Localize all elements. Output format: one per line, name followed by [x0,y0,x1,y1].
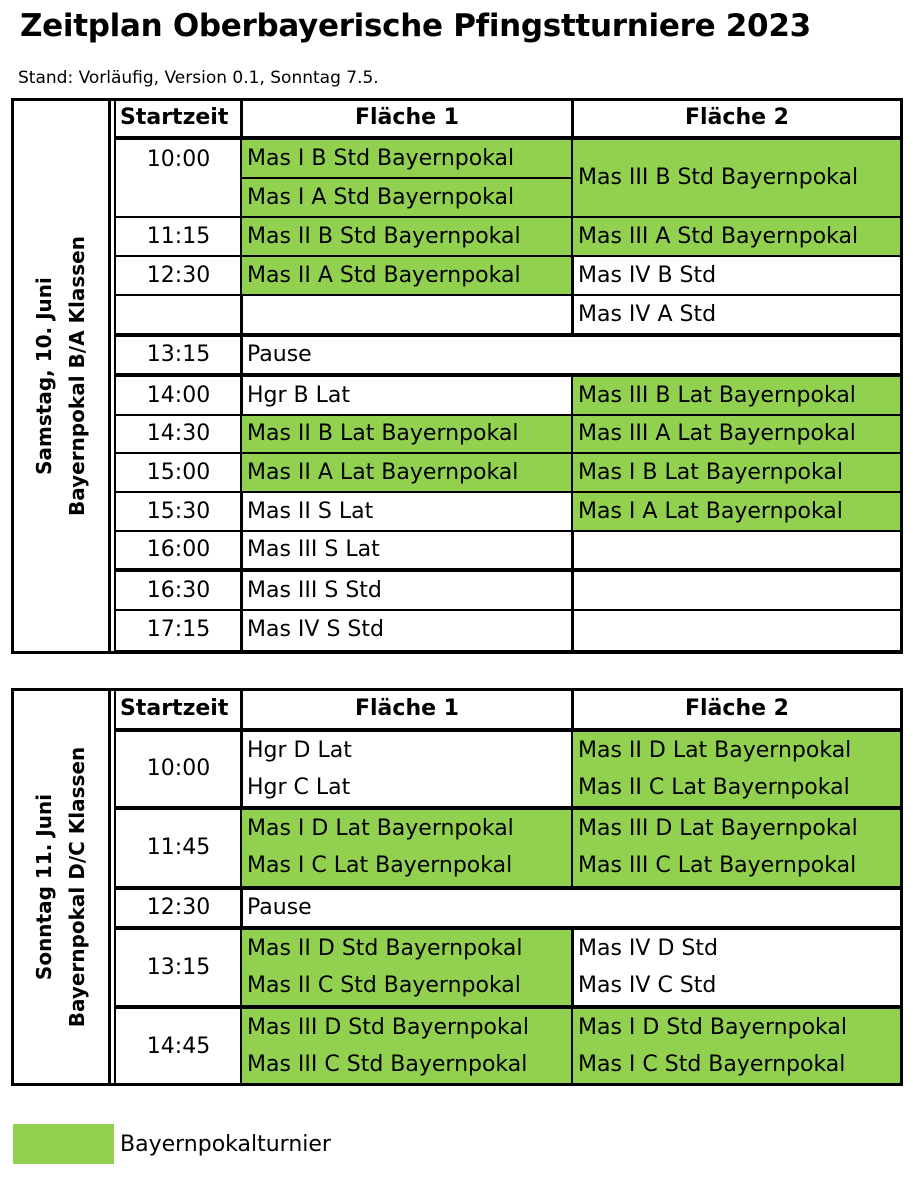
header-flaeche-2: Fläche 2 [571,688,903,730]
day-label-box [11,98,111,654]
pause-cell: Pause [240,888,903,928]
time-cell: 11:15 [114,216,243,257]
event-cell-empty [571,609,903,652]
day-label [28,747,94,1028]
time-cell: 17:15 [114,609,243,652]
version-status: Stand: Vorläufig, Version 0.1, Sonntag 7.5. [18,68,379,88]
event-line: Mas II C Lat Bayernpokal [578,775,850,800]
time-cell: 16:30 [114,570,243,611]
page-title: Zeitplan Oberbayerische Pfingstturniere 2023 [20,8,811,44]
event-cell [240,730,574,808]
event-cell: Mas III B Lat Bayernpokal [571,375,903,416]
event-cell: Mas III S Std [240,570,574,611]
event-cell: Mas II A Std Bayernpokal [240,255,574,296]
event-cell: Mas IV S Std [240,609,574,652]
time-cell: 12:30 [114,888,243,928]
event-cell: Mas III A Lat Bayernpokal [571,414,903,454]
day-label-box [11,688,111,1086]
time-cell: 16:00 [114,530,243,570]
header-flaeche-1: Fläche 1 [240,98,574,138]
event-line: Mas IV C Std [578,973,717,998]
event-cell [571,730,903,808]
event-line: Mas II D Lat Bayernpokal [578,738,852,763]
event-cell: Hgr B Lat [240,375,574,416]
time-cell: 15:30 [114,491,243,532]
time-cell: 12:30 [114,255,243,296]
time-cell: 14:45 [114,1007,243,1086]
event-line: Mas I C Lat Bayernpokal [247,853,513,878]
event-line: Mas II C Std Bayernpokal [247,973,521,998]
event-cell: Mas I A Lat Bayernpokal [571,491,903,532]
event-cell: Mas II B Lat Bayernpokal [240,414,574,454]
event-line: Hgr C Lat [247,775,351,800]
header-startzeit: Startzeit [114,98,243,138]
header-startzeit: Startzeit [114,688,243,730]
event-line: Mas III D Lat Bayernpokal [578,816,858,841]
event-cell: Mas II S Lat [240,491,574,532]
day-label-date: Sonntag 11. Juni [32,793,56,981]
event-line: Mas III C Std Bayernpokal [247,1052,528,1077]
event-line: Mas III C Lat Bayernpokal [578,853,857,878]
event-cell: Mas II B Std Bayernpokal [240,216,574,257]
event-cell: Mas III A Std Bayernpokal [571,216,903,257]
event-line: Mas I C Std Bayernpokal [578,1052,846,1077]
event-cell: Mas IV A Std [571,294,903,335]
event-cell: Mas IV B Std [571,255,903,296]
time-cell: 13:15 [114,928,243,1007]
event-line: Mas I D Lat Bayernpokal [247,816,514,841]
time-cell-empty [114,294,243,335]
time-cell: 11:45 [114,808,243,888]
time-cell: 14:30 [114,414,243,454]
event-line: Mas II D Std Bayernpokal [247,936,523,961]
time-cell: 13:15 [114,335,243,375]
schedule-sunday [11,688,903,1086]
event-cell [571,928,903,1007]
time-cell: 15:00 [114,452,243,493]
day-label-classes: Bayernpokal B/A Klassen [65,236,89,516]
time-cell: 10:00 [114,730,243,808]
event-cell [240,808,574,888]
event-cell-empty [571,570,903,611]
legend-label: Bayernpokalturnier [120,1132,331,1157]
event-cell: Mas I B Lat Bayernpokal [571,452,903,493]
header-flaeche-1: Fläche 1 [240,688,574,730]
event-cell: Mas I B Std Bayernpokal [240,138,574,179]
day-label-date: Samstag, 10. Juni [32,277,56,475]
event-cell [240,928,574,1007]
event-cell-empty [571,530,903,570]
event-line: Hgr D Lat [247,738,352,763]
day-label-classes: Bayernpokal D/C Klassen [65,746,89,1028]
time-cell: 10:00 [114,138,243,218]
time-cell: 14:00 [114,375,243,416]
event-cell: Mas I A Std Bayernpokal [240,177,574,218]
event-cell: Mas III S Lat [240,530,574,570]
event-cell [571,1007,903,1086]
event-cell: Mas II A Lat Bayernpokal [240,452,574,493]
header-flaeche-2: Fläche 2 [571,98,903,138]
event-cell [571,808,903,888]
day-label [28,236,94,516]
event-cell: Mas III B Std Bayernpokal [571,138,903,218]
event-cell-empty [240,294,574,335]
event-line: Mas IV D Std [578,936,718,961]
event-cell [240,1007,574,1086]
event-line: Mas I D Std Bayernpokal [578,1015,847,1040]
pause-cell: Pause [240,335,903,375]
schedule-saturday [11,98,903,654]
event-line: Mas III D Std Bayernpokal [247,1015,529,1040]
legend-swatch [13,1124,114,1164]
